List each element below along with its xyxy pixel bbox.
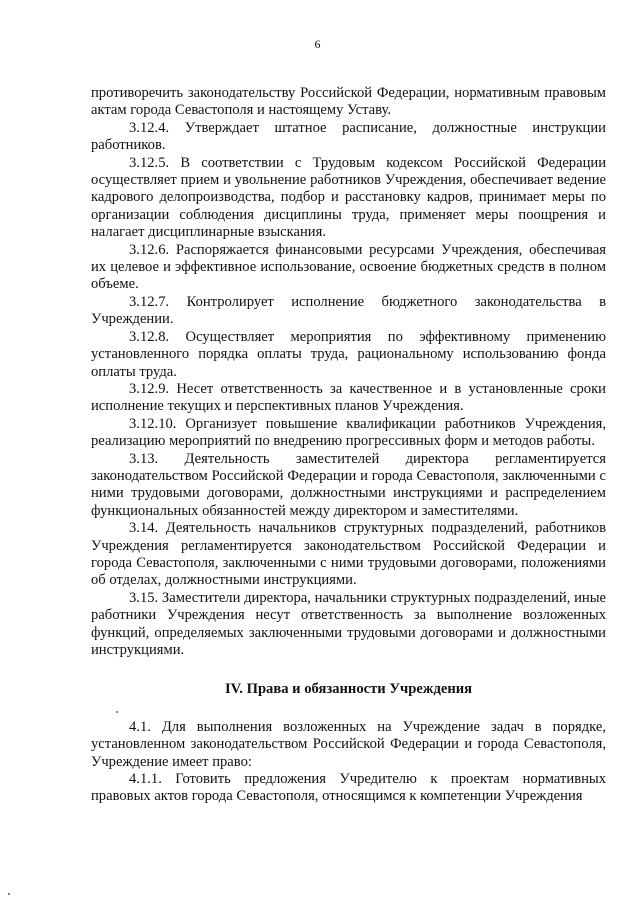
paragraph-continuation: противоречить законодательству Российской Федерации, нормативным правовым актам города Севастополя и настоящему Уставу. [91, 85, 606, 119]
paragraph-3-12-7: 3.12.7. Контролирует исполнение бюджетного законодательства в Учреждении. [91, 293, 606, 328]
paragraph-3-12-9: 3.12.9. Несет ответственность за качественное и в установленные сроки исполнение текущих и перспективных планов Учреждения. [91, 380, 606, 415]
paragraph-3-12-5: 3.12.5. В соответствии с Трудовым кодексом Российской Федерации осуществляет прием и увольнение работников Учреждения, обеспечивает ведение кадрового делопроизводства, подбор и расстановку кадров, принимает меры по организации соблюдения дисциплины труда, применяет меры поощрения и налагает дисциплинарные взыскания. [91, 154, 606, 241]
scan-speck [8, 893, 10, 895]
scan-speck [116, 711, 118, 713]
paragraph-3-12-8: 3.12.8. Осуществляет мероприятия по эффективному применению установленного порядка оплаты труда, рациональному использованию фонда оплаты труда. [91, 328, 606, 380]
paragraph-4-1-1: 4.1.1. Готовить предложения Учредителю к проектам нормативных правовых актов города Севастополя, относящимся к компетенции Учреждения [91, 771, 606, 805]
page-number: 6 [314, 37, 321, 51]
paragraph-3-12-10: 3.12.10. Организует повышение квалификации работников Учреждения, реализацию мероприятий по внедрению прогрессивных форм и методов работы. [91, 415, 606, 450]
document-body [91, 85, 606, 806]
paragraph-3-15: 3.15. Заместители директора, начальники структурных подразделений, иные работники Учреждения несут ответственность за выполнение возложенных функций, определяемых заключенными трудовыми договорами и должностными инструкциями. [91, 589, 606, 658]
section-heading: IV. Права и обязанности Учреждения [224, 681, 473, 698]
paragraph-3-12-6: 3.12.6. Распоряжается финансовыми ресурсами Учреждения, обеспечивая их целевое и эффективное использование, освоение бюджетных средств в полном объеме. [91, 241, 606, 293]
paragraph-3-12-4: 3.12.4. Утверждает штатное расписание, должностные инструкции работников. [91, 119, 606, 154]
paragraph-4-1: 4.1. Для выполнения возложенных на Учреждение задач в порядке, установленном законодательством Российской Федерации и города Севастополя, Учреждение имеет право: [91, 718, 606, 770]
paragraph-3-14: 3.14. Деятельность начальников структурных подразделений, работников Учреждения регламентируется законодательством Российской Федерации и города Севастополя, заключенными с ними трудовыми договорами, положениями об отделах, должностными инструкциями. [91, 520, 606, 589]
paragraph-3-13: 3.13. Деятельность заместителей директора регламентируется законодательством Российской Федерации и города Севастополя, заключенными с ними трудовыми договорами, должностными инструкциями и распределением функциональных обязанностей между директором и заместителями. [91, 450, 606, 519]
